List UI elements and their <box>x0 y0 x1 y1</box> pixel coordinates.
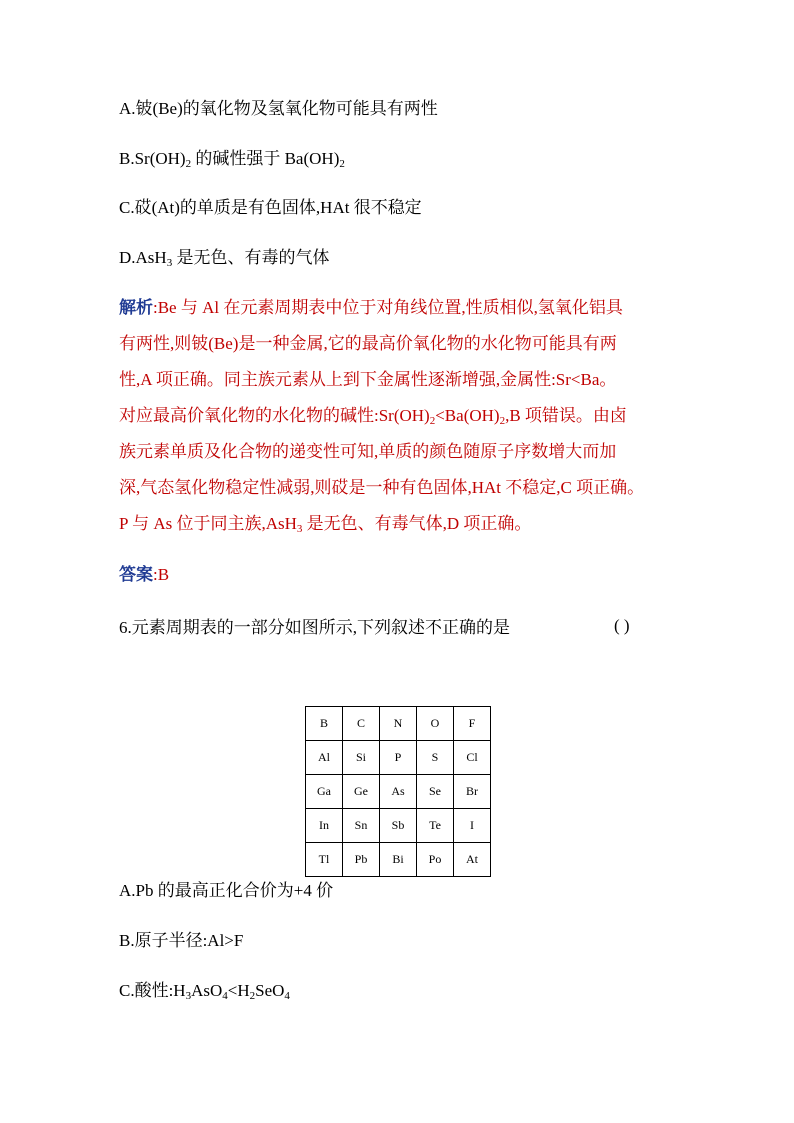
answer-value: :B <box>153 565 170 584</box>
option6-b: B.原子半径:Al>F <box>119 931 244 950</box>
explanation-line <box>119 512 531 536</box>
subscript: 4 <box>222 990 228 1002</box>
subscript: 2 <box>429 415 436 427</box>
explanation-text: P 与 As 位于同主族,AsH <box>119 514 297 533</box>
element-cell: As <box>380 775 417 809</box>
element-cell: Po <box>417 843 454 877</box>
element-cell: Ga <box>306 775 343 809</box>
explanation-line <box>119 404 627 428</box>
answer <box>119 563 169 587</box>
subscript: 2 <box>339 158 345 170</box>
explanation-text: <Ba(OH) <box>435 406 500 425</box>
subscript: 3 <box>185 990 192 1002</box>
option-a: A.铍(Be)的氧化物及氢氧化物可能具有两性 <box>119 99 438 118</box>
answer-label: 答案 <box>119 565 153 584</box>
element-cell: N <box>380 707 417 741</box>
element-cell: P <box>380 741 417 775</box>
formula-text: C.酸性:H <box>119 981 186 1000</box>
element-cell: Ge <box>343 775 380 809</box>
option-c: C.砹(At)的单质是有色固体,HAt 很不稳定 <box>119 198 422 217</box>
element-cell: Bi <box>380 843 417 877</box>
element-cell: Al <box>306 741 343 775</box>
explanation-text: 对应最高价氧化物的水化物的碱性:Sr(OH) <box>119 406 430 425</box>
element-cell: O <box>417 707 454 741</box>
element-cell: Te <box>417 809 454 843</box>
element-cell: Se <box>417 775 454 809</box>
option6-a: A.Pb 的最高正化合价为+4 价 <box>119 881 334 900</box>
subscript: 2 <box>499 415 506 427</box>
option-d <box>119 246 329 270</box>
element-cell: Si <box>343 741 380 775</box>
option6-c <box>119 979 290 1003</box>
answer-blank: ( ) <box>614 616 630 635</box>
element-cell: Tl <box>306 843 343 877</box>
element-cell: Br <box>454 775 491 809</box>
explanation-line: 有两性,则铍(Be)是一种金属,它的最高价氧化物的水化物可能具有两 <box>119 334 617 353</box>
table-row <box>306 707 491 741</box>
subscript: 3 <box>166 257 173 269</box>
element-cell: I <box>454 809 491 843</box>
element-cell: Cl <box>454 741 491 775</box>
element-cell: S <box>417 741 454 775</box>
formula-text: AsO <box>191 981 223 1000</box>
explanation-line <box>119 296 623 320</box>
subscript: 2 <box>185 158 192 170</box>
formula-text: <H <box>227 981 250 1000</box>
explanation-line: 深,气态氢化物稳定性减弱,则砹是一种有色固体,HAt 不稳定,C 项正确。 <box>119 478 645 497</box>
element-cell: C <box>343 707 380 741</box>
option-d-text: D.AsH <box>119 248 167 267</box>
table-row <box>306 809 491 843</box>
explanation-line: 性,A 项正确。同主族元素从上到下金属性逐渐增强,金属性:Sr<Ba。 <box>119 370 617 389</box>
subscript: 3 <box>296 523 303 535</box>
question-6: 6.元素周期表的一部分如图所示,下列叙述不正确的是 <box>119 618 510 637</box>
explanation-text: 是无色、有毒气体,D 项正确。 <box>302 514 532 533</box>
table-row <box>306 843 491 877</box>
option-b-text: 的碱性强于 Ba(OH) <box>191 149 340 168</box>
table-row <box>306 775 491 809</box>
element-cell: In <box>306 809 343 843</box>
formula-text: SeO <box>255 981 285 1000</box>
explanation-label: 解析 <box>119 298 153 317</box>
option-d-text: 是无色、有毒的气体 <box>172 248 330 267</box>
option-b <box>119 147 345 171</box>
explanation-text: ,B 项错误。由卤 <box>505 406 627 425</box>
element-cell: At <box>454 843 491 877</box>
subscript: 2 <box>249 990 256 1002</box>
explanation-line: 族元素单质及化合物的递变性可知,单质的颜色随原子序数增大而加 <box>119 442 617 461</box>
element-cell: F <box>454 707 491 741</box>
element-cell: Sb <box>380 809 417 843</box>
element-cell: Pb <box>343 843 380 877</box>
periodic-table <box>305 706 491 877</box>
option-b-text: B.Sr(OH) <box>119 149 186 168</box>
subscript: 4 <box>284 990 290 1002</box>
explanation-text: :Be 与 Al 在元素周期表中位于对角线位置,性质相似,氢氧化铝具 <box>153 298 623 317</box>
element-cell: B <box>306 707 343 741</box>
element-cell: Sn <box>343 809 380 843</box>
table-row <box>306 741 491 775</box>
